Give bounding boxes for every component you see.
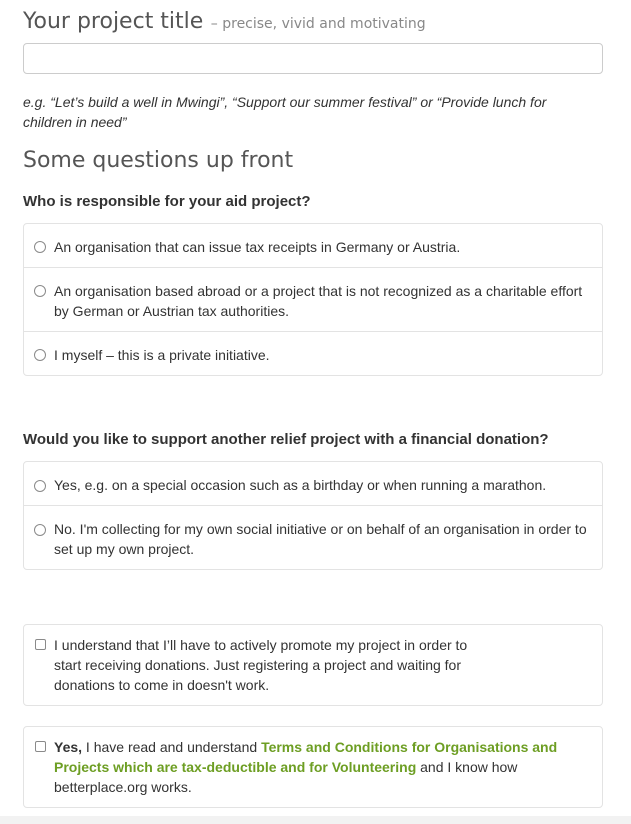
title-example-text: e.g. “Let’s build a well in Mwingi”, “Support our summer festival” or “Provide lunch for children in need” <box>23 94 547 130</box>
question-responsible-label: Who is responsible for your aid project? <box>23 193 311 210</box>
acknowledge-text: I understand that I’ll have to actively promote my project in order to start receiving donations. Just registering a project and waiting for donations to come in doesn't work. <box>54 637 468 693</box>
donation-option-yes[interactable] <box>24 462 602 506</box>
terms-post: and I know how betterplace.org works. <box>54 759 518 795</box>
project-title-input[interactable] <box>23 43 603 74</box>
title-label: Your project title <box>23 9 204 34</box>
promotion-acknowledgement[interactable] <box>23 624 603 706</box>
question-donation-label: Would you like to support another relief project with a financial donation? <box>23 431 549 448</box>
option-label: An organisation based abroad or a project that is not recognized as a charitable effort by German or Austrian tax authorities. <box>54 283 583 319</box>
responsible-options <box>23 223 603 376</box>
radio-button[interactable] <box>34 241 46 253</box>
option-label: Yes, e.g. on a special occasion such as a birthday or when running a marathon. <box>54 477 547 493</box>
radio-button[interactable] <box>34 285 46 297</box>
radio-button[interactable] <box>34 349 46 361</box>
radio-button[interactable] <box>34 480 46 492</box>
donation-options <box>23 461 603 570</box>
terms-link[interactable]: Terms and Conditions for Organisations and Projects which are tax-deductible and for Volunteering <box>54 739 558 775</box>
radio-button[interactable] <box>34 524 46 536</box>
page-footer-strip <box>0 816 631 824</box>
responsible-option-abroad-organisation[interactable] <box>24 268 602 332</box>
project-title-heading <box>23 9 426 34</box>
terms-checkbox[interactable] <box>35 741 46 752</box>
section-heading: Some questions up front <box>23 148 294 173</box>
acknowledge-checkbox[interactable] <box>35 639 46 650</box>
option-label: I myself – this is a private initiative. <box>54 347 270 363</box>
terms-acceptance[interactable] <box>23 726 603 808</box>
option-label: No. I'm collecting for my own social initiative or on behalf of an organisation in order to set up my own project. <box>54 521 587 557</box>
terms-lead: Yes, <box>54 739 83 755</box>
terms-pre: I have read and understand <box>82 739 262 755</box>
title-hint: – precise, vivid and motivating <box>210 16 426 32</box>
responsible-option-tax-organisation[interactable] <box>24 224 602 268</box>
responsible-option-private[interactable] <box>24 332 602 376</box>
option-label: An organisation that can issue tax receipts in Germany or Austria. <box>54 239 461 255</box>
terms-text <box>54 737 574 797</box>
donation-option-no[interactable] <box>24 506 602 570</box>
